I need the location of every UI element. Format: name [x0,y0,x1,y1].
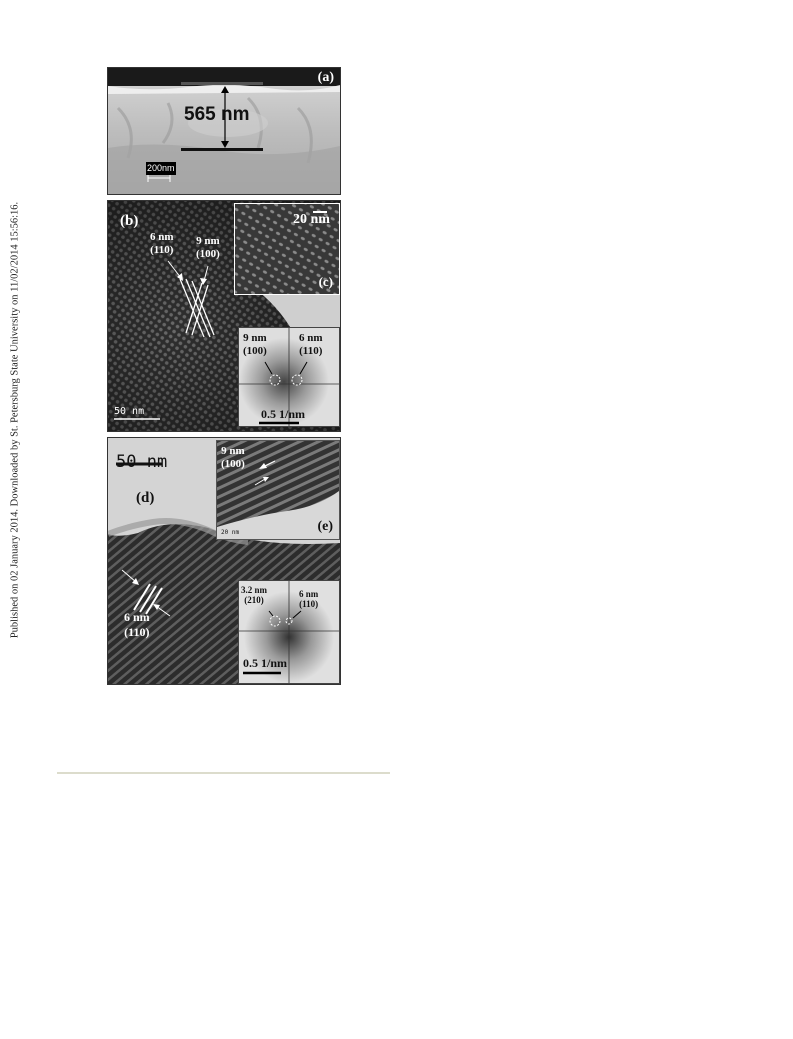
panel-a-sem-cross-section [107,67,341,195]
publication-side-note [4,190,26,650]
panel-e-fft-inset [238,580,340,684]
side-note-text: Published on 02 January 2014. Downloaded by St. Petersburg State University on 11/02/2014 15:56:16. [9,201,21,639]
panel-a-image [108,68,340,194]
panel-e-ann-100-d: 9 nm [221,445,245,457]
panel-c-fft-ann-100 [243,332,267,358]
panel-d-ann-110-d: 6 nm [124,610,150,624]
panel-b-scale-label: 50 nm [114,406,145,417]
panel-e-fft-ann-110-d: 6 nm [299,589,319,599]
panel-e-fft-ann-210-d: 3.2 nm [241,585,268,595]
panel-c-fft-inset [238,327,340,427]
panel-e-inset-image [216,440,340,540]
panel-c-label: (c) [318,274,333,289]
panel-e-ann-100-hkl: (100) [221,458,245,470]
panel-e-fft-ann-110 [299,589,318,609]
panel-e-label: (e) [317,519,333,534]
panel-b-ann-110-hkl: (110) [150,244,174,256]
panel-b-label: (b) [120,213,139,229]
panel-e-fft-ann-210-hkl: (210) [244,595,264,605]
panel-e-ann-100 [221,445,245,471]
panel-d-ann-110 [124,610,150,640]
panel-e-inset-scale: 20 nm [221,529,240,536]
panel-b-ann-110-d: 6 nm [150,231,174,243]
panel-c-fft-ann-100-hkl: (100) [243,345,267,357]
panel-a-scale-label: 200nm [147,163,175,173]
panel-d-tem-image [107,437,341,685]
panel-a-label: (a) [317,70,334,85]
panel-b-tem-image [107,200,341,432]
panel-e-fft-scale-label: 0.5 1/nm [243,656,288,670]
panel-d-label: (d) [136,490,155,506]
panel-c-inset-scale: 20 nm [293,212,330,227]
panel-e-fft-ann-110-hkl: (110) [299,599,319,609]
panel-c-fft-ann-110-hkl: (110) [299,345,323,357]
panel-c-inset-image [234,203,340,295]
thickness-label: 565 nm [184,104,250,125]
panel-b-ann-100 [196,235,220,261]
panel-d-scale-label: 50 nm [116,452,168,472]
footnote-rule [57,772,390,774]
panel-b-ann-100-d: 9 nm [196,235,220,247]
panel-b-ann-110 [150,231,174,257]
panel-c-fft-scale-label: 0.5 1/nm [261,407,306,421]
panel-e-fft-ann-210 [241,585,267,605]
panel-c-fft-ann-110 [299,332,323,358]
panel-c-fft-ann-100-d: 9 nm [243,332,267,344]
panel-d-ann-110-hkl: (110) [124,625,150,639]
panel-b-ann-100-hkl: (100) [196,248,220,260]
panel-c-fft-ann-110-d: 6 nm [299,332,323,344]
